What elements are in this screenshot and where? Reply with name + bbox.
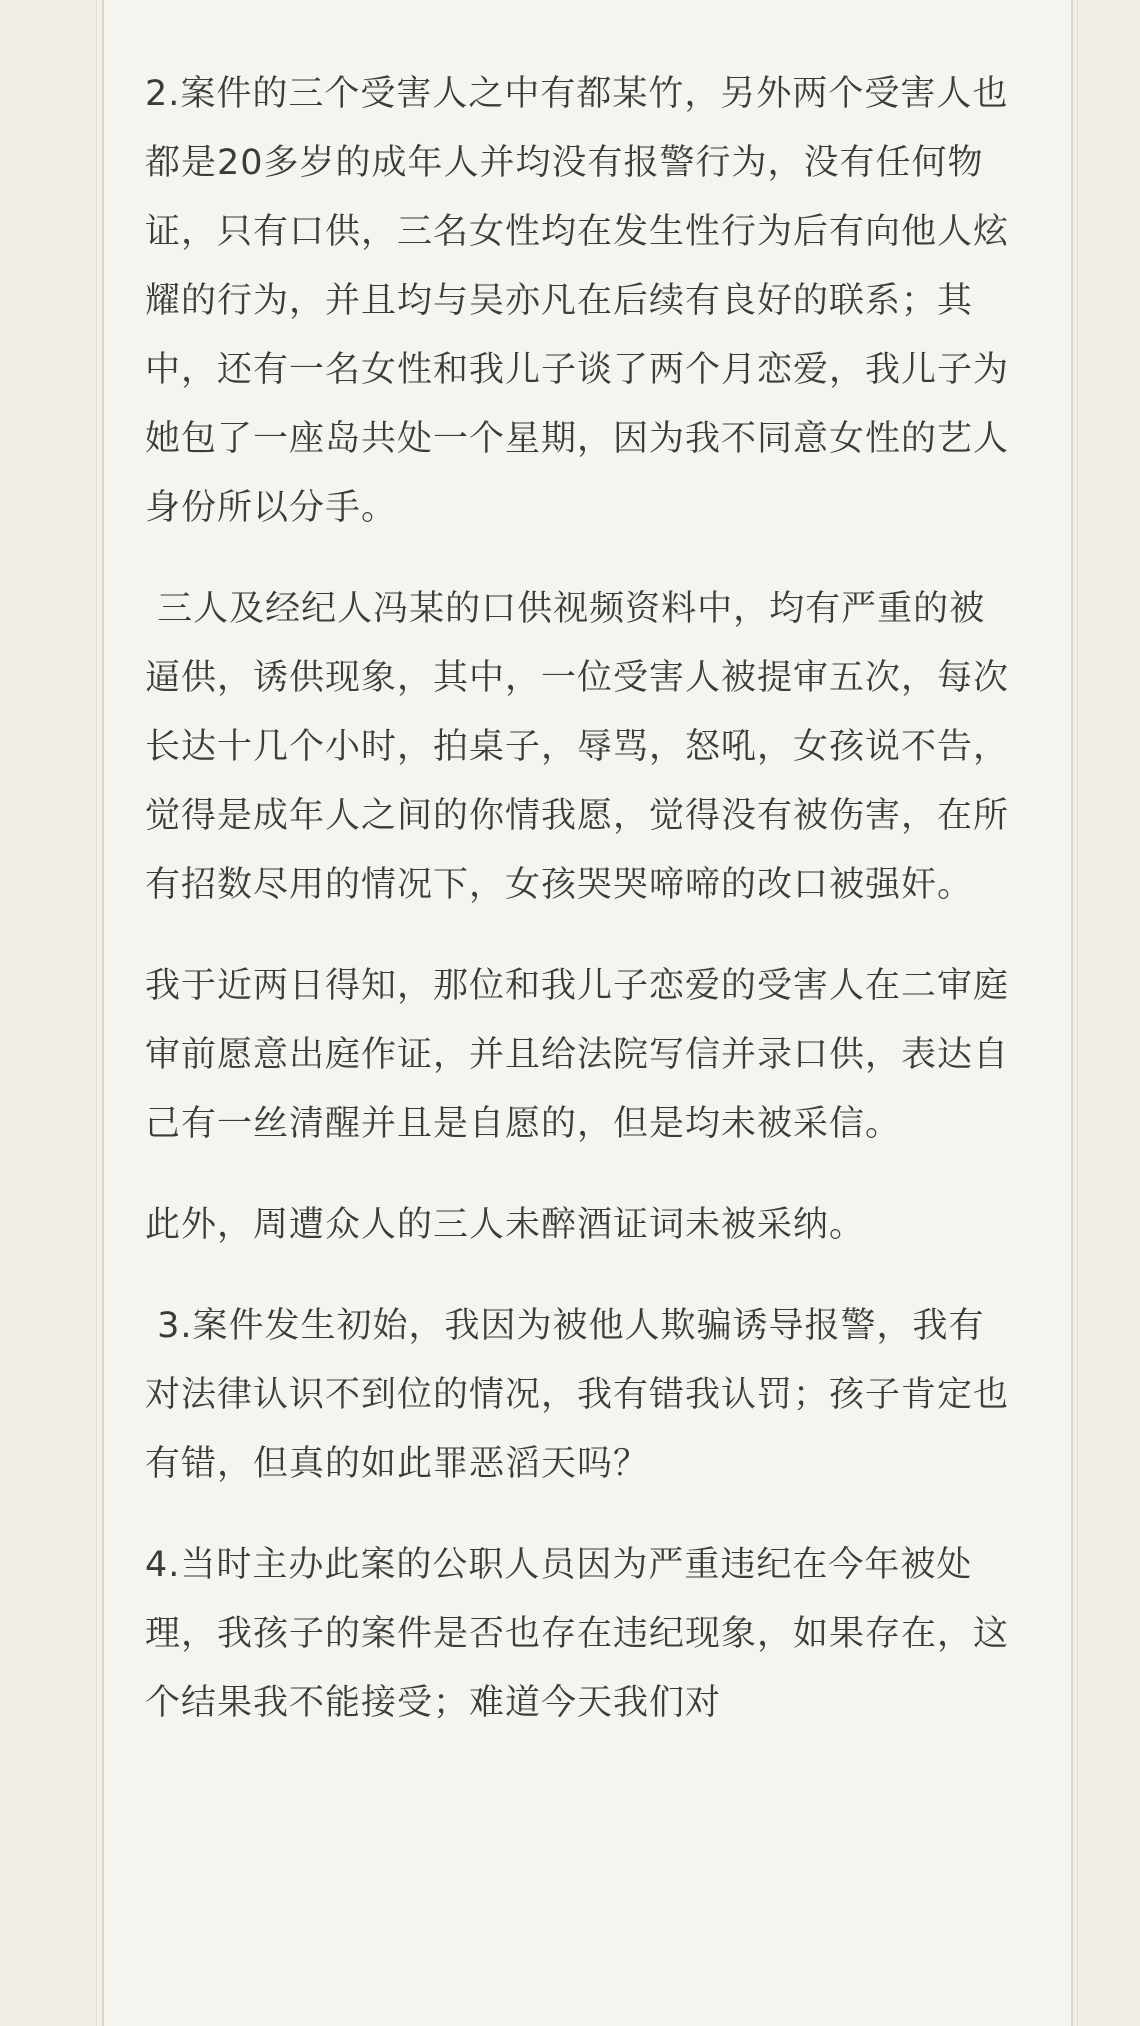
paragraph-case-victims: 2.案件的三个受害人之中有都某竹，另外两个受害人也都是20多岁的成年人并均没有报警行为，没有任何物证，只有口供，三名女性均在发生性行为后有向他人炫耀的行为，并且均与吴亦凡在后续有良好的联系；其中，还有一名女性和我儿子谈了两个月恋爱，我儿子为她包了一座岛共处一个星期，因为我不同意女性的艺人身份所以分手。: [145, 74, 1010, 528]
paragraph-sober-testimony: 此外，周遭众人的三人未醉酒证词未被采纳。: [145, 1205, 866, 1245]
paragraph-testimony-coercion: 三人及经纪人冯某的口供视频资料中，均有严重的被逼供，诱供现象，其中，一位受害人被提审五次，每次长达十几个小时，拍桌子，辱骂，怒吼，女孩说不告，觉得是成年人之间的你情我愿，觉得没有被伤害，在所有招数尽用的情况下，女孩哭哭啼啼的改口被强奸。: [145, 589, 1010, 905]
paragraph-witness-letter: 我于近两日得知，那位和我儿子恋爱的受害人在二审庭审前愿意出庭作证，并且给法院写信并录口供，表达自己有一丝清醒并且是自愿的，但是均未被采信。: [145, 966, 1010, 1144]
frame-border-right: [1071, 0, 1073, 2026]
article-body: [145, 60, 1015, 1770]
frame-border-right-outer: [1077, 0, 1078, 2026]
frame-border-left-outer: [96, 0, 97, 2026]
paragraph-police-report: 3.案件发生初始，我因为被他人欺骗诱导报警，我有对法律认识不到位的情况，我有错我认罚；孩子肯定也有错，但真的如此罪恶滔天吗？: [145, 1306, 1010, 1484]
paragraph-official-discipline: 4.当时主办此案的公职人员因为严重违纪在今年被处理，我孩子的案件是否也存在违纪现象，如果存在，这个结果我不能接受；难道今天我们对: [145, 1545, 1010, 1723]
